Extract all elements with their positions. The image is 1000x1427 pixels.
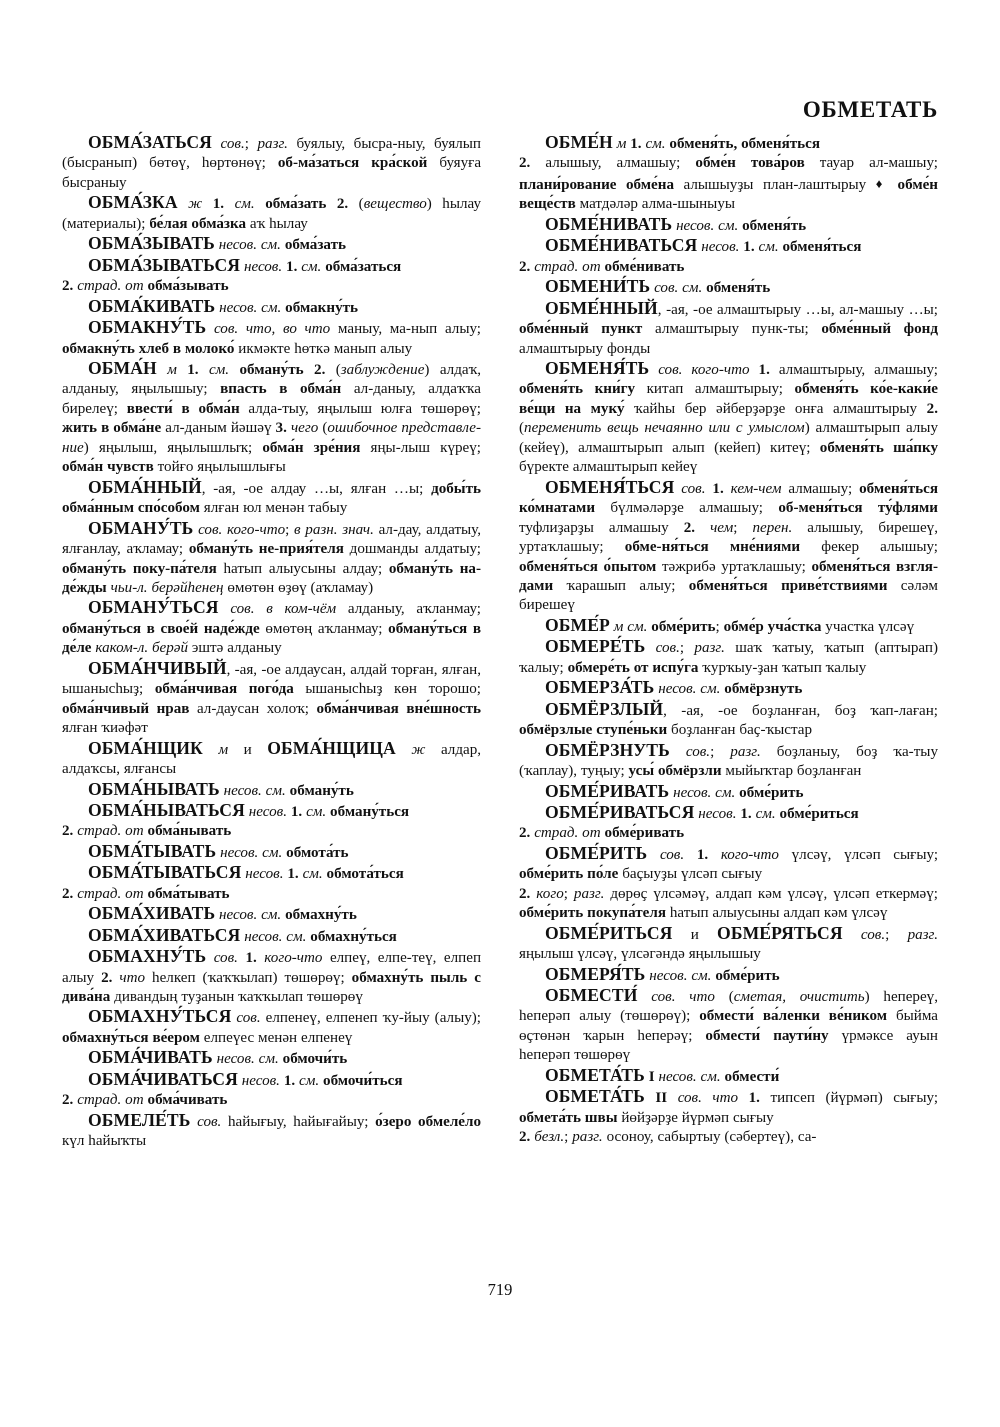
- dictionary-entry: ОБМА́ТЫВАТЬСЯ несов. 1. см. обмота́ться: [88, 862, 404, 883]
- entry-continuation: 2. страд. от обма́тывать: [62, 885, 230, 902]
- dictionary-entry: ОБМЕРЗА́ТЬ несов. см. обмёрзнуть: [545, 677, 803, 698]
- dictionary-entry: ОБМА́ЗКА ж 1. см. обма́зать 2. (вещество) һылау (материалы); бе́лая обма́зка аҡ һылау: [62, 192, 481, 232]
- dictionary-entry: ОБМЕ́РИВАТЬСЯ несов. 1. см. обме́риться: [545, 801, 859, 822]
- dictionary-entry: ОБМЕРЯ́ТЬ несов. см. обме́рить: [545, 963, 780, 984]
- entry-continuation: 2. страд. от обма́чивать: [62, 1092, 228, 1109]
- dictionary-entry: ОБМЕНЯ́ТЬСЯ сов. 1. кем-чем алмашыу; обменя́ться ко́мнатами бүлмәләрҙе алмашыу; об-меня́ться ту́флями туфлиҙарҙы алмашыу 2. чем; перен. алышыу, бирешеү, уртаҡлашыу; обме-ня́ться мне́ниями фекер алышыу; обменя́ться о́пытом тәжрибә уртаҡлашыу; обменя́ться взгля-дами ҡарашып алыу; обменя́ться приве́тствиями сәләм бирешеү: [519, 476, 938, 614]
- dictionary-entry: ОБМЕ́НИВАТЬСЯ несов. 1. см. обменя́ться: [545, 235, 862, 256]
- dictionary-entry: ОБМЕСТИ́ сов. что (сметая, очистить) һепереү, һеперәп алыу (төшөрөү); обмести́ ва́ленки ве́ником быйма өҫтөнән ҡарын һеперәү; обмести́ паути́ну үрмәксе ауын һеперәп төшөрөү: [519, 985, 938, 1064]
- dictionary-entry: ОБМЕРЕ́ТЬ сов.; разг. шаҡ ҡатыу, ҡатып (аптырап) ҡалыу; обмере́ть от испу́га ҡурҡыу-ҙан ҡатып ҡалыу: [519, 636, 939, 676]
- entry-continuation: 2. кого; разг. дөрөҫ үлсәмәү, алдап кәм үлсәү, үлсәп еткермәү; обме́рить покупа́теля һатып алыусыны алдап кәм үлсәү: [519, 885, 938, 922]
- column-left: [62, 133, 481, 1263]
- dictionary-entry: ОБМА́Н м 1. см. обману́ть 2. (заблуждение) алдаҡ, алданыу, яңылышыу; впасть в обма́н ал-даныу, алдаҡҡа бирелеү; ввести́ в обма́н алда-тыу, яңылыш юлға төшөрөү; жить в обма́не ал-даным йәшәү 3. чего (ошибочное представле-ние) яңылыш, яңылышлыҡ; обма́н зре́ния яңы-лыш күреү; обма́н чувств тойғо яңылышлығы: [62, 357, 482, 476]
- entry-continuation: 2. алышыу, алмашыу; обме́н това́ров тауар ал-машыу; плани́рование обме́на алышыуҙы план-лаштырыу ♦ обме́н веще́ств матдәләр алма-шыныуы: [519, 155, 938, 213]
- dictionary-entry: ОБМА́ХИВАТЬ несов. см. обмахну́ть: [88, 903, 357, 924]
- dictionary-entry: ОБМЕ́Р м см. обме́рить; обме́р уча́стка участка үлсәү: [545, 614, 915, 635]
- dictionary-entry: ОБМА́НЫВАТЬ несов. см. обману́ть: [88, 778, 354, 799]
- entry-continuation: 2. страд. от обме́нивать: [519, 258, 685, 275]
- dictionary-entry: ОБМЁРЗЛЫЙ, -ая, -ое боҙланған, боҙ ҡап-лаған; обмёрзлые ступе́ньки боҙланған баҫ-ҡыстар: [519, 698, 938, 739]
- entry-continuation: 2. страд. от обме́ривать: [519, 825, 685, 842]
- dictionary-entry: ОБМЕ́ННЫЙ, -ая, -ое алмаштырыу …ы, ал-машыу …ы; обме́нный пункт алмаштырыу пунк-ты; обме́нный фонд алмаштырыу фонды: [519, 297, 938, 357]
- dictionary-entry: ОБМЕНИ́ТЬ сов. см. обменя́ть: [545, 276, 771, 297]
- dictionary-entry: ОБМАНУ́ТЬ сов. кого-что; в разн. знач. ал-дау, алдатыу, ялғанлау, аҡламау; обману́ть не-прия́теля дошманды алдатыу; обману́ть поку-па́теля һатып алыусыны алдау; обману́ть на-де́жды чьи-л. берәйһенең өмөтөн өҙөү (аҡламау): [62, 517, 482, 596]
- column-right: [519, 133, 938, 1263]
- page-columns: [62, 133, 938, 1263]
- dictionary-entry: ОБМАХНУ́ТЬ сов. 1. кого-что елпеү, елпе-теү, елпеп алыу 2. что һелкеп (ҡаҡҡылап) төшөрөү; обмахну́ть пыль с дива́на дивандың туҙанын ҡаҡҡылап төшөрөү: [62, 946, 482, 1006]
- dictionary-entry: ОБМАНУ́ТЬСЯ сов. в ком-чём алданыу, аҡланмау; обману́ться в свое́й наде́жде өмөтөң аҡланмау; обману́ться в де́ле каком-л. берәй эштә алданыу: [62, 597, 482, 657]
- dictionary-entry: ОБМА́НЫВАТЬСЯ несов. 1. см. обману́ться: [88, 799, 410, 820]
- dictionary-entry: ОБМА́НЧИВЫЙ, -ая, -ое алдаусан, алдай торған, ялған, ышанысһыҙ; обма́нчивая пого́да ышанысһыҙ көн торошо; обма́нчивый нрав ал-даусан холоҡ; обма́нчивая вне́шность ялған ҡиәфәт: [62, 657, 482, 737]
- dictionary-entry: ОБМА́ХИВАТЬСЯ несов. см. обмахну́ться: [88, 924, 397, 945]
- running-head: ОБМЕТАТЬ: [802, 97, 938, 122]
- dictionary-entry: ОБМЕЛЕ́ТЬ сов. һайығыу, һайығайыу; о́зеро обмеле́ло күл һайыҡты: [62, 1109, 481, 1150]
- dictionary-entry: ОБМА́ЧИВАТЬ несов. см. обмочи́ть: [88, 1047, 348, 1068]
- dictionary-entry: ОБМЕ́Н м 1. см. обменя́ть, обменя́ться: [545, 132, 820, 152]
- dictionary-entry: ОБМЕ́НИВАТЬ несов. см. обменя́ть: [545, 213, 807, 234]
- entry-continuation: 2. страд. от обма́нывать: [62, 823, 232, 840]
- dictionary-entry: ОБМА́ТЫВАТЬ несов. см. обмота́ть: [88, 840, 349, 861]
- page-number: 719: [487, 1280, 513, 1299]
- dictionary-entry: ОБМА́ЧИВАТЬСЯ несов. 1. см. обмочи́ться: [88, 1068, 403, 1089]
- dictionary-entry: ОБМА́ЗЫВАТЬСЯ несов. 1. см. обма́заться: [88, 254, 402, 275]
- dictionary-entry: ОБМЕТА́ТЬ I несов. см. обмести́: [545, 1064, 780, 1085]
- dictionary-entry: ОБМАХНУ́ТЬСЯ сов. елпенеү, елпенеп ҡу-йыу (алыу); обмахну́ться ве́ером елпеүес менән елпенеү: [62, 1006, 481, 1046]
- dictionary-entry: ОБМЕ́РИТЬСЯ и ОБМЕ́РЯТЬСЯ сов.; разг. яңылыш үлсәү, үлсәгәндә яңылышыу: [519, 922, 939, 963]
- dictionary-entry: ОБМАКНУ́ТЬ сов. что, во что маныу, ма-нып алыу; обмакну́ть хлеб в молоко́ икмәкте һөткә манып алыу: [62, 317, 482, 357]
- dictionary-entry: ОБМА́КИВАТЬ несов. см. обмакну́ть: [88, 295, 359, 316]
- dictionary-entry: ОБМА́ННЫЙ, -ая, -ое алдау …ы, ялған …ы; добы́ть обма́нным спо́собом ялған юл менән табыу: [62, 476, 481, 517]
- dictionary-entry: ОБМЕ́РИТЬ сов. 1. кого-что үлсәү, үлсәп сығыу; обме́рить по́ле баҫыуҙы үлсәп сығыу: [519, 842, 939, 883]
- dictionary-entry: ОБМА́ЗАТЬСЯ сов.; разг. буялыу, бысра-ныу, буялып (бысранып) бөтөү, һөртөнөү; об-ма́заться кра́ской буяуға бысраныу: [62, 132, 482, 191]
- dictionary-entry: ОБМЁРЗНУТЬ сов.; разг. боҙланыу, боҙ ҡа-тыу (ҡаплау), туңыу; усы́ обмёрзли мыйыҡтар боҙланған: [519, 739, 938, 780]
- dictionary-entry: ОБМЕТА́ТЬ II сов. что 1. типсеп (йүрмәп) сығыу; обмета́ть швы йөйҙәрҙе йүрмәп сығыу: [519, 1086, 939, 1126]
- dictionary-entry: ОБМЕНЯ́ТЬ сов. кого-что 1. алмаштырыу, алмашыу; обменя́ть кни́гу китап алмаштырыу; обменя́ть ко́е-каки́е ве́щи на муку́ ҡайһы бер әйберҙәрҙе онға алмаштырыу 2. (переменить вещь нечаянно или с умыслом) алмаштырып алыу (кейеү), алмаштырып алып (кейеп) китеү; обменя́ть ша́пку бүректе алмаштырып кейеү: [519, 357, 938, 476]
- entry-continuation: 2. безл.; разг. осоноу, сабыртыу (сәбертеү), са-: [519, 1129, 817, 1146]
- dictionary-entry: ОБМЕ́РИВАТЬ несов. см. обме́рить: [545, 780, 804, 801]
- dictionary-entry: ОБМА́ЗЫВАТЬ несов. см. обма́зать: [88, 233, 346, 254]
- dictionary-entry: ОБМА́НЩИК м и ОБМА́НЩИЦА ж алдар, алдаҡсы, ялғансы: [62, 737, 482, 778]
- entry-continuation: 2. страд. от обма́зывать: [62, 278, 229, 295]
